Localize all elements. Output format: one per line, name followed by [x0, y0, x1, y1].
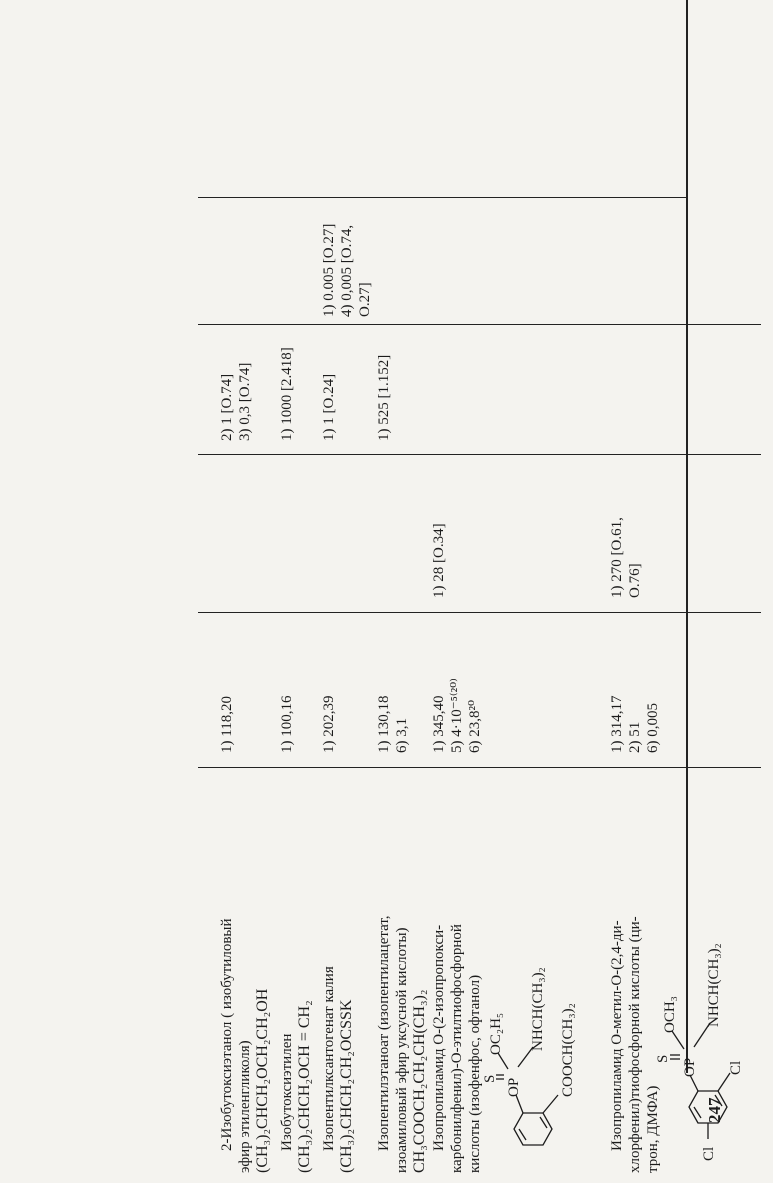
entry-formula: CH₃COOCH₂CH₂CH(CH₃)₂	[411, 989, 428, 1173]
value-line: 6) 23,8²⁰	[467, 699, 483, 753]
value-line: 1) 1 [O.24]	[321, 373, 337, 441]
entry-line: Изопропиламид O-метил-O-(2,4-ди-	[609, 920, 625, 1151]
entry-line: 2-Изобутоксиэтанол ( изобутиловый	[219, 918, 235, 1151]
value-line: 2) 1 [O.74]	[219, 373, 235, 441]
page-number: 247	[705, 1097, 724, 1123]
entry-formula: (CH₃)₂CHCH₂CH₂OCSSK	[338, 999, 355, 1173]
struct-cl-label: Cl	[701, 1146, 717, 1161]
value-line: 1) 525 [1.152]	[376, 354, 392, 441]
value-line: 6) 3,1	[394, 718, 410, 753]
value-line: 1) 100,16	[279, 695, 295, 753]
entry-line: трон, ДМФА)	[645, 1085, 661, 1173]
struct-op-label: OP	[506, 1077, 522, 1097]
entry-line: хлорфенил)тиофосфорной кислоты (ци-	[627, 916, 643, 1173]
struct-cooch-label: COOCH(CH₃)₂	[560, 1003, 576, 1097]
entry-formula: (CH₃)₂CHCH₂OCH₂CH₂OH	[254, 988, 271, 1173]
entry-line: Изопропиламид O-(2-изопропокси-	[431, 924, 447, 1151]
entry-line: кислоты (изофенфос, офтанол)	[467, 974, 483, 1173]
struct-och3-label: OCH₃	[662, 996, 678, 1033]
value-line: 1) 345,40	[431, 695, 447, 753]
value-line: 1) 1000 [2.418]	[279, 347, 295, 441]
value-line: 1) 202,39	[321, 695, 337, 753]
struct-nhch-label: NHCH(CH₃)₂	[706, 943, 722, 1027]
value-line: 5) 4·10⁻⁵⁽²⁰⁾	[449, 678, 465, 753]
struct-op-label: OP	[682, 1057, 698, 1077]
entry-line: Изобутоксиэтилен	[279, 1033, 295, 1151]
entry-line: карбонилфенил)-O-этилтиофосфорной	[449, 924, 465, 1173]
value-line: 3) 0,3 [O.74]	[237, 362, 253, 441]
entry-formula: (CH₃)₂CHCH₂OCH = CH₂	[296, 1000, 313, 1173]
value-line: 1) 314,17	[609, 695, 625, 753]
value-line: 1) 28 [O.34]	[431, 523, 447, 598]
value-line: O.76]	[627, 563, 643, 598]
struct-cl-label: Cl	[728, 1060, 744, 1075]
struct-s-label: S	[482, 1074, 498, 1083]
value-line: 6) 0,005	[645, 703, 661, 753]
value-line: 2) 51	[627, 721, 643, 753]
value-line: 1) 270 [O.61,	[609, 517, 625, 598]
struct-nhch-label: NHCH(CH₃)₂	[530, 967, 546, 1051]
struct-oc2h5-label: OC₂H₅	[488, 1012, 504, 1055]
value-line: 1) 0.005 [O.27]	[321, 223, 337, 317]
value-line: O.27]	[357, 282, 373, 317]
struct-s-label: S	[655, 1054, 671, 1063]
entry-line: Изопентилэтаноат (изопентилацетат,	[376, 915, 392, 1151]
entry-line: эфир этиленгликоля)	[237, 1040, 253, 1173]
entry-line: Изопентилксантогенат калия	[321, 966, 337, 1151]
value-line: 4) 0,005 [O.74,	[339, 224, 355, 317]
value-line: 1) 118,20	[219, 696, 235, 753]
value-line: 1) 130,18	[376, 695, 392, 753]
entry-line: изоамиловый эфир уксусной кислоты)	[394, 927, 410, 1173]
